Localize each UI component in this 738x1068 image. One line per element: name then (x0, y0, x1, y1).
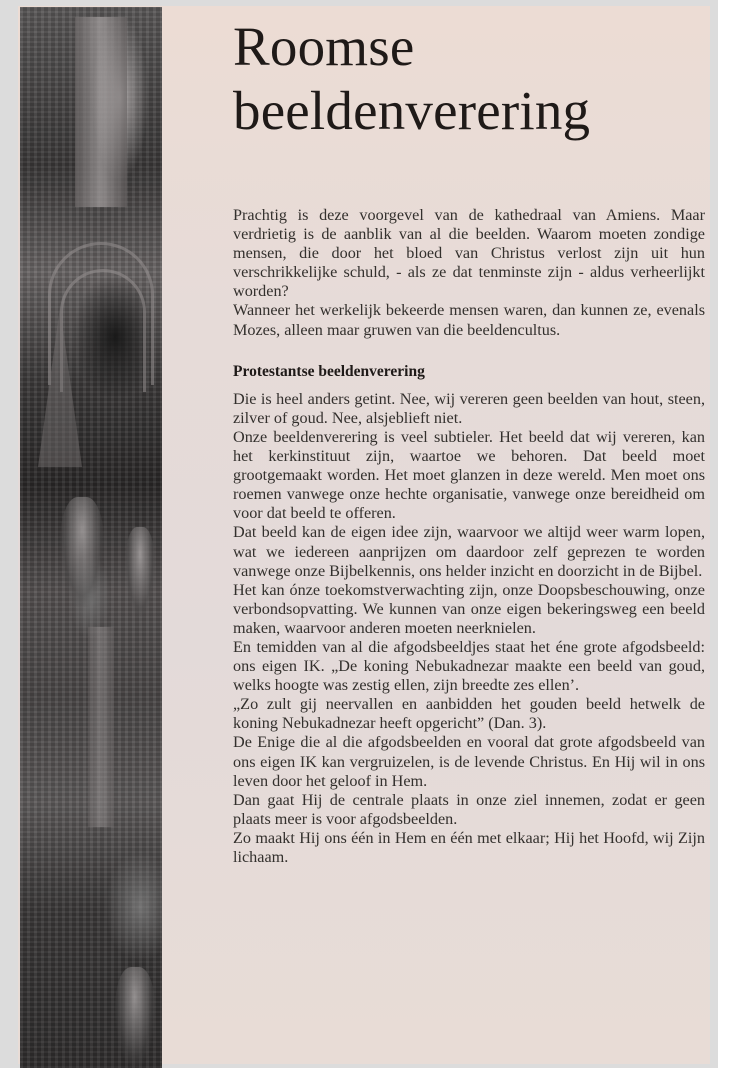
body-paragraph: De Enige die al die afgodsbeelden en vooral dat grote afgodsbeeld van ons eigen IK kan vergruizelen, is de levende Christus. En Hij wil in ons leven door het geloof in Hem. (233, 733, 705, 790)
article (233, 6, 707, 866)
body-paragraph: Die is heel anders getint. Nee, wij vereren geen beelden van hout, steen, zilver of goud. Nee, alsjeblieft niet. (233, 389, 705, 427)
body-paragraph: Dan gaat Hij de centrale plaats in onze ziel innemen, zodat er geen plaats meer is voor afgodsbeelden. (233, 790, 705, 828)
body-paragraph: En temidden van al die afgodsbeeldjes staat het éne grote afgodsbeeld: ons eigen IK. „De koning Nebukadnezar maakte een beeld van goud, welks hoogte was zestig ellen, zijn breedte zes ellen’. (233, 637, 705, 695)
article-title-line: beeldenverering (233, 80, 591, 141)
bible-quote: „Zo zult gij neervallen en aanbidden het gouden beeld hetwelk de koning Nebukadnezar heeft opgericht” (Dan. 3). (233, 695, 705, 733)
section-heading: Protestantse beeldenverering (233, 362, 425, 380)
photo-column (88, 627, 114, 827)
photo-statue (115, 967, 155, 1067)
body-paragraph: Prachtig is deze voorgevel van de kathedraal van Amiens. Maar verdrietig is de aanblik van al die beelden. Waarom moeten zondige mensen, die door het bloed van Christus verlost zijn uit hun verschrikkelijke schuld, - als ze dat tenminste zijn - aldus verheerlijkt worden? (233, 206, 705, 301)
magazine-page (18, 6, 710, 1064)
body-paragraph: Wanneer het werkelijk bekeerde mensen waren, dan kunnen ze, evenals Mozes, alleen maar gruwen van die beeldencultus. (233, 301, 705, 339)
article-title (233, 6, 707, 143)
cathedral-photo (20, 7, 162, 1068)
photo-column (75, 17, 127, 207)
body-paragraph: Zo maakt Hij ons één in Hem en één met elkaar; Hij het Hoofd, wij Zijn lichaam. (233, 828, 705, 866)
body-paragraph: Het kan ónze toekomstverwachting zijn, onze Doopsbeschouwing, onze verbondsopvatting. We kunnen van onze eigen bekeringsweg een beeld maken, waarvoor anderen moeten neerknielen. (233, 580, 705, 637)
article-body (233, 206, 705, 867)
article-title-line: Roomse (233, 16, 415, 77)
body-paragraph: Onze beeldenverering is veel subtieler. Het beeld dat wij vereren, kan het kerkinstituut zijn, waartoe we behoren. Dat beeld moet grootgemaakt worden. Het moet glanzen in deze wereld. Men moet ons roemen vanwege onze hechte organisatie, vanwege onze bereidheid om voor dat beeld te offeren. (233, 427, 705, 523)
photo-statue (60, 497, 104, 607)
body-paragraph: Dat beeld kan de eigen idee zijn, waarvoor we altijd weer warm lopen, wat we iedereen aanprijzen om daardoor zelf geprezen te worden vanwege onze Bijbelkennis, ons helder inzicht en doorzicht in de Bijbel. (233, 523, 705, 580)
photo-statue (125, 527, 155, 617)
photo-pinnacle (38, 307, 82, 467)
